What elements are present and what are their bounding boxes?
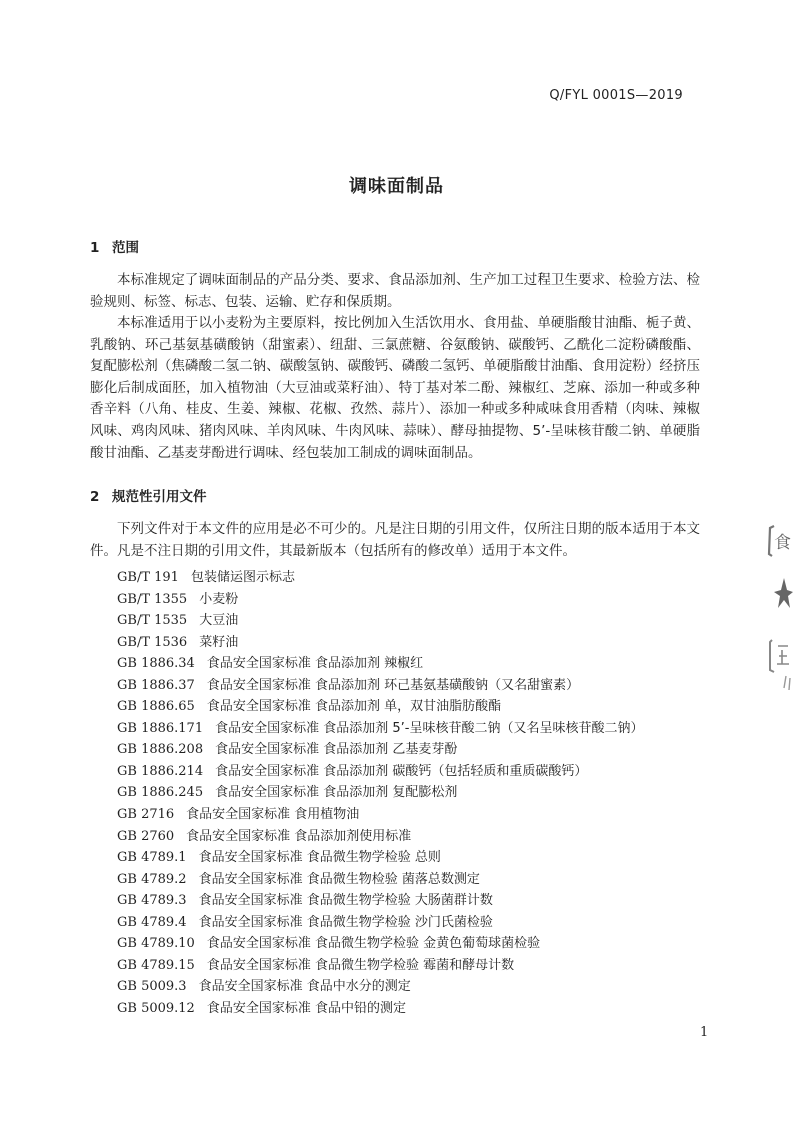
reference-item [117,955,643,977]
reference-item [117,718,643,740]
reference-item [117,912,643,934]
reference-title: 食品安全国家标准 食品微生物学检验 霉菌和酵母计数 [206,957,515,973]
reference-item [117,976,643,998]
reference-title: 食品安全国家标准 食品添加剂 复配膨松剂 [215,785,458,801]
reference-item [117,696,643,718]
reference-title: 食品安全国家标准 食品添加剂使用标准 [186,828,412,844]
stamp-marks [784,676,790,690]
reference-item [117,632,643,654]
reference-code: GB/T 1355 [117,591,188,607]
reference-item [117,847,643,869]
reference-code: GB 4789.10 [117,936,195,952]
section-title: 范围 [112,240,139,256]
section-1-paragraph-2: 本标准适用于以小麦粉为主要原料，按比例加入生活饮用水、食用盐、单硬脂酸甘油酯、栀子黄、乳酸钠、环己基氨基磺酸钠（甜蜜素）、纽甜、三氯蔗糖、谷氨酸钠、碳酸钙、乙酰化二淀粉磷酸酯、复配膨松剂（焦磷酸二氢二钠、碳酸氢钠、碳酸钙、磷酸二氢钙、单硬脂酸甘油酯、食用淀粉）经挤压膨化后制成面胚，加入植物油（大豆油或菜籽油）、特丁基对苯二酚、辣椒红、芝麻、添加一种或多种香辛料（八角、桂皮、生姜、辣椒、花椒、孜然、蒜片）、添加一种或多种咸味食用香精（肉味、辣椒风味、鸡肉风味、猪肉风味、羊肉风味、牛肉风味、蒜味）、酵母抽提物、5’-呈味核苷酸二钠、单硬脂酸甘油酯、乙基麦芽酚进行调味、经包装加工制成的调味面制品。 [90,315,700,461]
reference-code: GB/T 1535 [117,613,188,629]
document-title: 调味面制品 [349,176,444,197]
reference-title: 大豆油 [199,613,239,629]
reference-title: 食品安全国家标准 食品添加剂 乙基麦芽酚 [215,742,458,758]
reference-code: GB 4789.1 [117,850,187,866]
reference-item [117,869,643,891]
stamp-character: 食 [774,533,791,553]
seal-stamp-fragment [760,518,793,698]
reference-title: 食品安全国家标准 食品添加剂 环己基氨基磺酸钠（又名甜蜜素） [206,677,580,693]
reference-code: GB 4789.15 [117,957,195,973]
reference-code: GB 1886.214 [117,763,204,779]
reference-code: GB 5009.3 [117,979,187,995]
reference-title: 小麦粉 [199,591,239,607]
reference-code: GB/T 1536 [117,634,188,650]
reference-item [117,782,643,804]
reference-code: GB 1886.34 [117,656,195,672]
reference-title: 食品安全国家标准 食品中水分的测定 [198,979,411,995]
reference-title: 食品安全国家标准 食品微生物学检验 金黄色葡萄球菌检验 [206,936,541,952]
page-number: 1 [700,1025,709,1040]
reference-list [117,567,643,1019]
section-2-paragraph-1: 下列文件对于本文件的应用是必不可少的。凡是注日期的引用文件，仅所注日期的版本适用于本文件。凡是不注日期的引用文件，其最新版本（包括所有的修改单）适用于本文件。 [90,521,700,559]
reference-title: 食品安全国家标准 食品添加剂 单，双甘油脂肪酸酯 [206,699,502,715]
reference-title: 食品安全国家标准 食品添加剂 碳酸钙（包括轻质和重质碳酸钙） [215,763,588,779]
reference-title: 食品安全国家标准 食品微生物学检验 沙门氏菌检验 [198,914,493,930]
reference-item [117,890,643,912]
standard-code: Q/FYL 0001S—2019 [549,88,683,103]
section-title: 规范性引用文件 [112,489,207,505]
reference-code: GB 1886.245 [117,785,204,801]
reference-item [117,653,643,675]
reference-item [117,675,643,697]
reference-item [117,826,643,848]
stamp-bracket-bottom [770,640,774,672]
reference-code: GB 1886.208 [117,742,204,758]
section-1-paragraph-1: 本标准规定了调味面制品的产品分类、要求、食品添加剂、生产加工过程卫生要求、检验方法、检验规则、标签、标志、包装、运输、贮存和保质期。 [90,272,700,310]
reference-title: 食品安全国家标准 食品添加剂 5’-呈味核苷酸二钠（又名呈味核苷酸二钠） [215,720,644,736]
reference-title: 食品安全国家标准 食品添加剂 辣椒红 [206,656,424,672]
reference-code: GB 4789.2 [117,871,187,887]
reference-title: 食品安全国家标准 食品微生物检验 菌落总数测定 [198,871,480,887]
reference-code: GB 4789.3 [117,893,187,909]
reference-code: GB 5009.12 [117,1000,195,1016]
reference-code: GB 2760 [117,828,175,844]
reference-item [117,933,643,955]
reference-code: GB 2716 [117,807,175,823]
reference-title: 包装储运图示标志 [190,570,295,585]
reference-item [117,610,643,632]
reference-title: 菜籽油 [199,634,239,650]
stamp-star-icon [774,578,793,608]
reference-item [117,998,643,1020]
section-1-heading [90,236,139,256]
reference-code: GB 4789.4 [117,914,187,930]
reference-item [117,589,643,611]
reference-title: 食品安全国家标准 食品微生物学检验 总则 [198,850,441,866]
reference-title: 食品安全国家标准 食用植物油 [186,807,360,823]
stamp-partial-glyph [777,646,789,664]
reference-item [117,761,643,783]
reference-item [117,804,643,826]
reference-item [117,567,643,589]
reference-code: GB 1886.65 [117,699,195,715]
section-2-heading [90,485,207,505]
reference-code: GB/T 191 [117,570,179,585]
reference-title: 食品安全国家标准 食品微生物学检验 大肠菌群计数 [198,893,493,909]
reference-code: GB 1886.37 [117,677,195,693]
section-number: 1 [90,240,100,256]
reference-title: 食品安全国家标准 食品中铅的测定 [206,1000,406,1016]
reference-code: GB 1886.171 [117,720,204,736]
section-number: 2 [90,489,100,505]
reference-item [117,739,643,761]
